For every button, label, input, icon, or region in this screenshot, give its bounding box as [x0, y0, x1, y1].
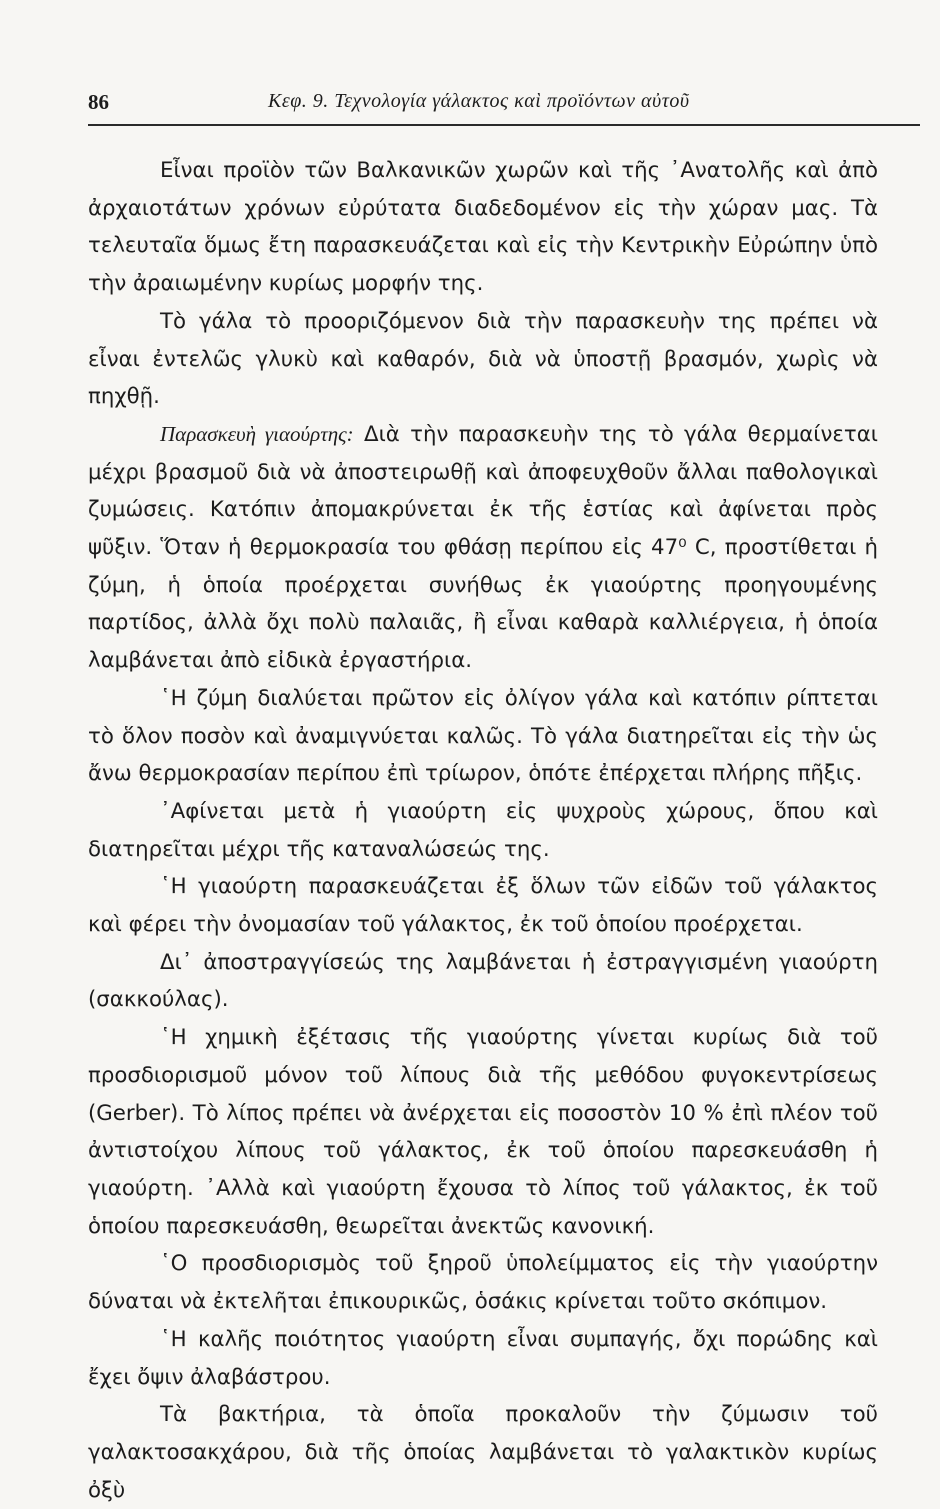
paragraph: [88, 416, 878, 680]
body-text: [88, 152, 878, 1509]
paragraph: ῾Η ζύμη διαλύεται πρῶτον εἰς ὀλίγον γάλα καὶ κατόπιν ρίπτεται τὸ ὅλον ποσὸν καὶ ἀναμιγνύεται καλῶς. Τὸ γάλα διατηρεῖται εἰς τὴν ὡς ἄνω θερμοκρασίαν περίπου ἐπὶ τρίωρον, ὁπότε ἐπέρχεται πλήρης πῆξις.: [88, 685, 878, 787]
paragraph-text: Διὰ τὴν παρασκευὴν της τὸ γάλα θερμαίνεται μέχρι βρασμοῦ διὰ νὰ ἀποστειρωθῇ καὶ ἀποφευχθοῦν ἄλλαι παθολογικαὶ ζυμώσεις. Κατόπιν ἀπομακρύνεται ἐκ τῆς ἑστίας καὶ ἀφίνεται πρὸς ψῦξιν. Ὅταν ἡ θερμοκρασία του φθάσῃ περίπου εἰς 47⁰ C, προστίθεται ἡ ζύμη, ἡ ὁποία προέρχεται συνήθως ἐκ γιαούρτης προηγουμένης παρτίδος, ἀλλὰ ὄχι πολὺ παλαιᾶς, ἢ εἶναι καθαρὰ καλλιέργεια, ἡ ὁποία λαμβάνεται ἀπὸ εἰδικὰ ἐργαστήρια.: [88, 421, 878, 674]
paragraph: ῾Η γιαούρτη παρασκευάζεται ἐξ ὅλων τῶν εἰδῶν τοῦ γάλακτος καὶ φέρει τὴν ὀνομασίαν τοῦ γάλακτος, ἐκ τοῦ ὁποίου προέρχεται.: [88, 874, 878, 938]
paragraph: ῾Η καλῆς ποιότητος γιαούρτη εἶναι συμπαγής, ὄχι πορώδης καὶ ἔχει ὄψιν ἀλαβάστρου.: [88, 1326, 878, 1390]
running-header: [88, 80, 878, 124]
paragraph: Τὸ γάλα τὸ προοριζόμενον διὰ τὴν παρασκευὴν της πρέπει νὰ εἶναι ἐντελῶς γλυκὺ καὶ καθαρόν, διὰ νὰ ὑποστῇ βρασμόν, χωρὶς νὰ πηχθῇ.: [88, 308, 878, 410]
section-heading-inline: Παρασκευὴ γιαούρτης:: [160, 421, 354, 446]
paragraph: Εἶναι προϊὸν τῶν Βαλκανικῶν χωρῶν καὶ τῆς ᾿Ανατολῆς καὶ ἀπὸ ἀρχαιοτάτων χρόνων εὐρύτατα διαδεδομένον εἰς τὴν χώραν μας. Τὰ τελευταῖα ὅμως ἔτη παρασκευάζεται καὶ εἰς τὴν Κεντρικὴν Εὐρώπην ὑπὸ τὴν ἀραιωμένην κυρίως μορφήν της.: [88, 158, 878, 297]
paragraph: ῾Ο προσδιορισμὸς τοῦ ξηροῦ ὑπολείμματος εἰς τὴν γιαούρτην δύναται νὰ ἐκτελῆται ἐπικουρικῶς, ὁσάκις κρίνεται τοῦτο σκόπιμον.: [88, 1251, 878, 1315]
paragraph: Δι᾿ ἀποστραγγίσεώς της λαμβάνεται ἡ ἐστραγγισμένη γιαούρτη (σακκούλας).: [88, 949, 878, 1013]
paragraph: ᾿Αφίνεται μετὰ ἡ γιαούρτη εἰς ψυχροὺς χώρους, ὅπου καὶ διατηρεῖται μέχρι τῆς καταναλώσεώς της.: [88, 798, 878, 862]
header-rule: [88, 124, 920, 126]
running-title: Κεφ. 9. Τεχνολογία γάλακτος καὶ προϊόντων αὐτοῦ: [268, 90, 690, 112]
paragraph: ῾Η χημικὴ ἐξέτασις τῆς γιαούρτης γίνεται κυρίως διὰ τοῦ προσδιορισμοῦ μόνον τοῦ λίπους διὰ τῆς μεθόδου φυγοκεντρίσεως (Gerber). Τὸ λίπος πρέπει νὰ ἀνέρχεται εἰς ποσοστὸν 10 % ἐπὶ πλέον τοῦ ἀντιστοίχου λίπους τοῦ γάλακτος, ἐκ τοῦ ὁποίου παρεσκευάσθη ἡ γιαούρτη. ᾿Αλλὰ καὶ γιαούρτη ἔχουσα τὸ λίπος τοῦ γάλακτος, ἐκ τοῦ ὁποίου παρεσκευάσθη, θεωρεῖται ἀνεκτῶς κανονική.: [88, 1025, 878, 1239]
page-number: 86: [88, 90, 109, 114]
paragraph: Τὰ βακτήρια, τὰ ὁποῖα προκαλοῦν τὴν ζύμωσιν τοῦ γαλακτοσακχάρου, διὰ τῆς ὁποίας λαμβάνεται τὸ γαλακτικὸν κυρίως ὀξὺ: [88, 1402, 878, 1503]
